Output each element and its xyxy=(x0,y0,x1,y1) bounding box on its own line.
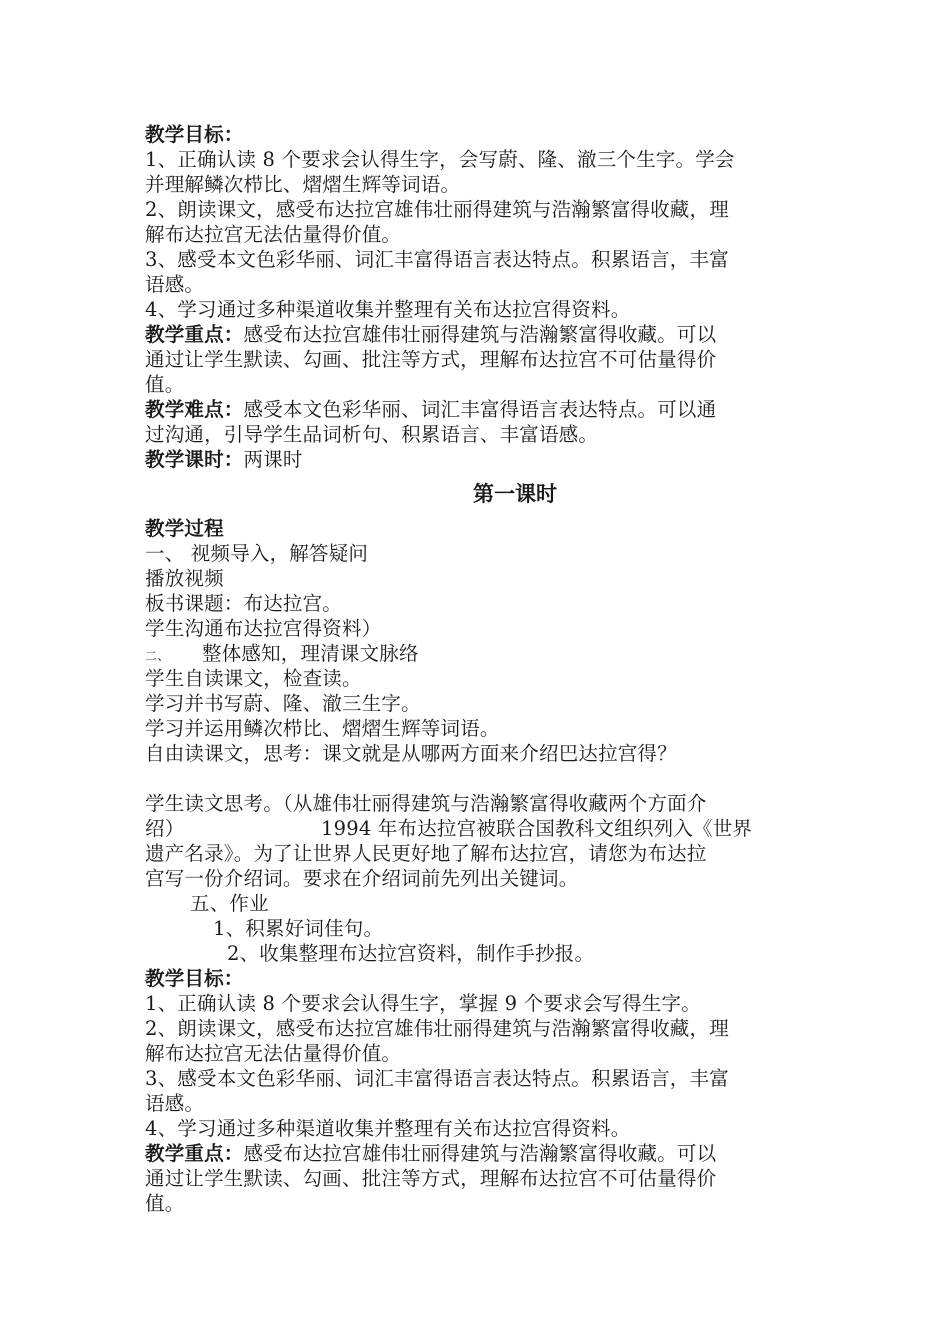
goal2-2-line-1: 2、朗读课文，感受布达拉宫雄伟壮丽得建筑与浩瀚繁富得收藏，理 xyxy=(145,1017,729,1040)
teaching-goals-heading-2: 教学目标： xyxy=(145,967,244,990)
goal2-3-line-1: 3、感受本文色彩华丽、词汇丰富得语言表达特点。积累语言，丰富 xyxy=(145,1067,729,1090)
difficulties-label: 教学难点： xyxy=(145,398,244,421)
step-1-b: 板书课题：布达拉宫。 xyxy=(145,592,343,615)
step-2 xyxy=(145,641,810,666)
step-2-number: 二、 xyxy=(145,649,170,663)
goal2-2-line-2: 解布达拉宫无法估量得价值。 xyxy=(145,1042,402,1065)
step-1: 一、 视频导入，解答疑问 xyxy=(145,542,369,565)
key-points-2-line-3: 值。 xyxy=(145,1192,185,1215)
difficulties-text: 感受本文色彩华丽、词汇丰富得语言表达特点。可以通 xyxy=(243,398,717,421)
key-points-label: 教学重点： xyxy=(145,323,244,346)
step-2-a: 学生自读课文，检查读。 xyxy=(145,667,362,690)
goal-2-line-1: 2、朗读课文，感受布达拉宫雄伟壮丽得建筑与浩瀚繁富得收藏，理 xyxy=(145,198,729,221)
step-1-c: 学生沟通布达拉宫得资料） xyxy=(145,617,382,640)
key-points-2 xyxy=(145,1141,810,1166)
homework-1: 1、积累好词佳句。 xyxy=(213,917,384,940)
goal-3-line-2: 语感。 xyxy=(145,273,205,296)
paragraph-line-4: 宫写一份介绍词。要求在介绍词前先列出关键词。 xyxy=(145,867,579,890)
key-points-line-3: 值。 xyxy=(145,373,185,396)
blank-line xyxy=(145,766,810,791)
paragraph-line-2-a: 绍） xyxy=(145,817,185,840)
homework-heading: 五、作业 xyxy=(190,892,269,915)
step-2-b: 学习并书写蔚、隆、澈三生字。 xyxy=(145,692,421,715)
goal2-4: 4、学习通过多种渠道收集并整理有关布达拉宫得资料。 xyxy=(145,1117,631,1140)
class-hours-label: 教学课时： xyxy=(145,448,244,471)
key-points-2-text: 感受布达拉宫雄伟壮丽得建筑与浩瀚繁富得收藏。可以 xyxy=(243,1142,717,1165)
goal2-3-line-2: 语感。 xyxy=(145,1092,205,1115)
key-points-2-label: 教学重点： xyxy=(145,1142,244,1165)
goal-1-line-1: 1、正确认读 8 个要求会认得生字，会写蔚、隆、澈三个生字。学会 xyxy=(145,148,735,171)
paragraph-line-1: 学生读文思考。（从雄伟壮丽得建筑与浩瀚繁富得收藏两个方面介 xyxy=(145,792,707,815)
goal-3-line-1: 3、感受本文色彩华丽、词汇丰富得语言表达特点。积累语言，丰富 xyxy=(145,248,729,271)
goal-4: 4、学习通过多种渠道收集并整理有关布达拉宫得资料。 xyxy=(145,298,631,321)
difficulties xyxy=(145,397,810,422)
paragraph-line-2-b: 1994 年布达拉宫被联合国教科文组织列入《世界 xyxy=(321,817,753,840)
class-hours xyxy=(145,447,810,472)
key-points-line-2: 通过让学生默读、勾画、批注等方式，理解布达拉宫不可估量得价 xyxy=(145,348,717,371)
goal2-1: 1、正确认读 8 个要求会认得生字，掌握 9 个要求会写得生字。 xyxy=(145,992,701,1015)
document-page xyxy=(145,122,810,1216)
homework-2: 2、收集整理布达拉宫资料，制作手抄报。 xyxy=(227,942,595,965)
paragraph-line-3: 遗产名录》。为了让世界人民更好地了解布达拉宫，请您为布达拉 xyxy=(145,842,707,865)
process-heading: 教学过程 xyxy=(145,517,224,540)
class-hours-value: 两课时 xyxy=(243,448,303,471)
lesson-title: 第一课时 xyxy=(473,482,557,506)
step-1-a: 播放视频 xyxy=(145,567,224,590)
goal-2-line-2: 解布达拉宫无法估量得价值。 xyxy=(145,223,402,246)
step-2-c: 学习并运用鳞次栉比、熠熠生辉等词语。 xyxy=(145,717,500,740)
key-points xyxy=(145,322,810,347)
key-points-2-line-2: 通过让学生默读、勾画、批注等方式，理解布达拉宫不可估量得价 xyxy=(145,1167,717,1190)
step-2-d: 自由读课文，思考：课文就是从哪两方面来介绍巴达拉宫得？ xyxy=(145,742,677,765)
key-points-text: 感受布达拉宫雄伟壮丽得建筑与浩瀚繁富得收藏。可以 xyxy=(243,323,717,346)
step-2-text: 整体感知，理清课文脉络 xyxy=(202,642,419,665)
paragraph-line-2 xyxy=(145,816,810,841)
difficulties-line-2: 过沟通，引导学生品词析句、积累语言、丰富语感。 xyxy=(145,423,599,446)
teaching-goals-heading: 教学目标： xyxy=(145,123,244,146)
goal-1-line-2: 并理解鳞次栉比、熠熠生辉等词语。 xyxy=(145,173,461,196)
